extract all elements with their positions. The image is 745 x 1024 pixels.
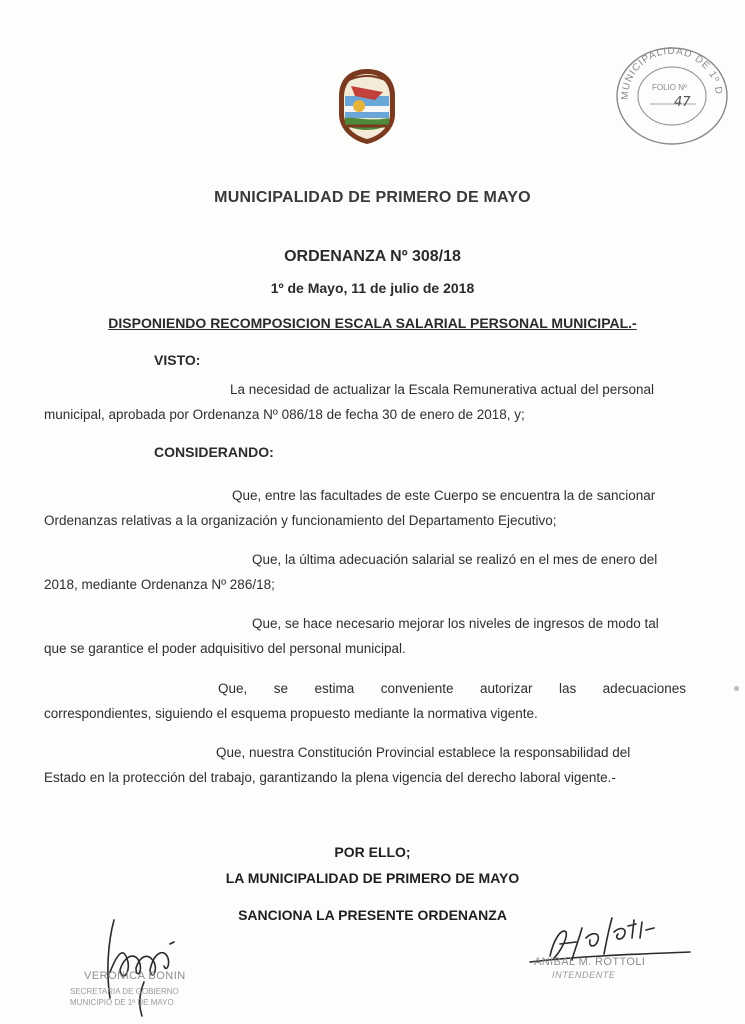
paragraph-rest: Estado en la protección del trabajo, garantizando la plena vigencia del derecho laboral vigente.- <box>44 770 616 785</box>
paragraph-first-line: Que, nuestra Constitución Provincial establece la responsabilidad del <box>216 745 631 760</box>
paragraph-rest: 2018, mediante Ordenanza Nº 286/18; <box>44 577 275 592</box>
signatory-right-name: ANIBAL M. ROTTOLI <box>534 956 646 968</box>
paper-mark <box>734 686 739 691</box>
ordinance-subject: DISPONIENDO RECOMPOSICION ESCALA SALARIAL PERSONAL MUNICIPAL.- <box>108 315 637 331</box>
municipal-crest-logo <box>335 66 399 146</box>
paragraph-first-line: Que, se hace necesario mejorar los niveles de ingresos de modo tal <box>252 616 659 631</box>
stamp-ring-icon <box>612 40 730 146</box>
considerando-paragraph <box>44 740 686 790</box>
visto-heading: VISTO: <box>154 352 201 368</box>
considerando-paragraph <box>44 547 686 597</box>
paragraph-rest: Ordenanzas relativas a la organización y funcionamiento del Departamento Ejecutivo; <box>44 513 557 528</box>
signatory-right-role: INTENDENTE <box>552 970 616 980</box>
sanciona-line: SANCIONA LA PRESENTE ORDENANZA <box>238 907 507 923</box>
stamp-label: FOLIO Nº <box>652 83 687 92</box>
paragraph-rest: correspondientes, siguiendo el esquema propuesto mediante la normativa vigente. <box>44 706 538 721</box>
paragraph-rest: que se garantice el poder adquisitivo del personal municipal. <box>44 641 406 656</box>
paragraph-first-line: Que, entre las facultades de este Cuerpo se encuentra la de sancionar <box>232 488 656 503</box>
paragraph-first-line: La necesidad de actualizar la Escala Remunerativa actual del personal <box>230 382 655 397</box>
por-ello-heading: POR ELLO; <box>334 844 411 860</box>
folio-stamp <box>612 40 730 146</box>
paragraph-rest: municipal, aprobada por Ordenanza Nº 086/18 de fecha 30 de enero de 2018, y; <box>44 407 525 422</box>
considerando-paragraph <box>44 611 686 661</box>
considerando-heading: CONSIDERANDO: <box>154 444 274 460</box>
signatory-left-role: SECRETARIA DE GOBIERNO MUNICIPIO DE 1º DE MAYO <box>70 987 179 1007</box>
stamp-ring-text: MUNICIPALIDAD DE 1º D <box>619 45 725 101</box>
ordinance-number: ORDENANZA Nº 308/18 <box>284 248 461 265</box>
visto-paragraph <box>44 377 686 427</box>
considerando-paragraph <box>44 483 686 533</box>
paragraph-first-line: Que, la última adecuación salarial se realizó en el mes de enero del <box>252 552 658 567</box>
considerando-paragraph <box>44 676 686 726</box>
stamp-folio-number: 47 <box>674 95 691 110</box>
signatory-left-name: VERONICA BONIN <box>84 970 186 982</box>
paragraph-first-line: Que, se estima conveniente autorizar las adecuaciones <box>218 681 686 696</box>
closing-municipality: LA MUNICIPALIDAD DE PRIMERO DE MAYO <box>225 870 520 886</box>
ordinance-date: 1º de Mayo, 11 de julio de 2018 <box>270 280 475 296</box>
municipality-title: MUNICIPALIDAD DE PRIMERO DE MAYO <box>214 189 531 206</box>
